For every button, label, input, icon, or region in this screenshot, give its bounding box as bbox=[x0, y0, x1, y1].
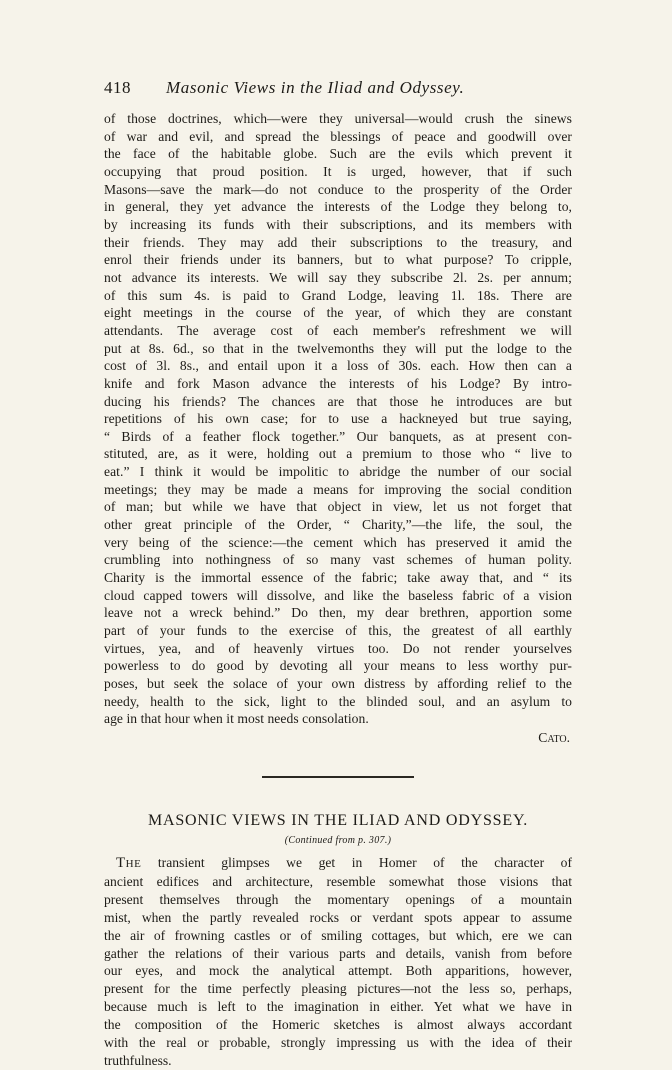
text-line: age in that hour when it most needs consolation. bbox=[104, 711, 369, 727]
text-line: eight meetings in the course of the year, of which they are constant bbox=[104, 305, 572, 321]
text-line: cloud capped towers will dissolve, and like the baseless fabric of a vision bbox=[104, 587, 572, 603]
text-line: of this sum 4s. is paid to Grand Lodge, leaving 1l. 18s. There are bbox=[104, 287, 572, 303]
text-line: powerless to do good by devoting all your means to less worthy pur- bbox=[104, 658, 572, 674]
text-line: “ Birds of a feather flock together.” Our banquets, as at present con- bbox=[104, 428, 572, 444]
text-line: stituted, are, as it were, holding out a premium to those who “ live to bbox=[104, 446, 572, 462]
text-line: Charity is the immortal essence of the fabric; take away that, and “ its bbox=[104, 570, 572, 586]
text-line: in general, they yet advance the interests of the Lodge they belong to, bbox=[104, 199, 572, 215]
text-line: cost of 3l. 8s., and entail upon it a loss of 30s. each. How then can a bbox=[104, 358, 572, 374]
book-page bbox=[104, 78, 572, 1070]
text-line: not advance its interests. We will say they subscribe 2l. 2s. per annum; bbox=[104, 269, 572, 285]
text-line: eat.” I think it would be impolitic to abridge the number of our social bbox=[104, 464, 572, 480]
page-number: 418 bbox=[104, 78, 131, 97]
text-line: very being of the science:—the cement which has preserved it amid the bbox=[104, 534, 572, 550]
text-line: by increasing its funds with their subscriptions, and its members with bbox=[104, 216, 572, 232]
text-line: present themselves through the momentary openings of a mountain bbox=[104, 891, 572, 907]
previous-article-text bbox=[104, 110, 572, 728]
text-line: needy, health to the sick, light to the blinded soul, and an asylum to bbox=[104, 693, 572, 709]
text-line: crumbling into nothingness of so many vast schemes of human polity. bbox=[104, 552, 572, 568]
section-divider bbox=[262, 776, 414, 778]
text-line: present for the time perfectly pleasing pictures—not the less so, perhaps, bbox=[104, 981, 572, 997]
text-line: repetitions of his own case; for to use a hackneyed but true saying, bbox=[104, 411, 572, 427]
text-line: enrol their friends under its banners, but to what purpose? To cripple, bbox=[104, 252, 572, 268]
text-line: our eyes, and mock the analytical attempt. Both apparitions, however, bbox=[104, 963, 572, 979]
text-line: virtues, yea, and of heavenly virtues too. Do not render yourselves bbox=[104, 640, 572, 656]
text-line: part of your funds to the exercise of this, the greatest of all earthly bbox=[104, 623, 572, 639]
article-text bbox=[104, 854, 572, 1070]
running-title: Masonic Views in the Iliad and Odyssey. bbox=[166, 78, 465, 97]
text-line: gather the relations of their various parts and details, vanish from before bbox=[104, 945, 572, 961]
text-line: poses, but seek the solace of your own distress by affording relief to the bbox=[104, 676, 572, 691]
first-line-text: transient glimpses we get in Homer of the character of bbox=[141, 854, 572, 870]
text-line: the composition of the Homeric sketches is almost always accordant bbox=[104, 1017, 572, 1033]
text-line: other great principle of the Order, “ Charity,”—the life, the soul, the bbox=[104, 517, 572, 533]
text-line: of man; but while we have that object in view, let us not forget that bbox=[104, 499, 572, 515]
text-line: Masons—save the mark—do not conduce to the prosperity of the Order bbox=[104, 181, 572, 197]
text-line: mist, when the partly revealed rocks or verdant spots appear to assume bbox=[104, 909, 572, 925]
page-header bbox=[104, 78, 572, 104]
text-line: of those doctrines, which—were they universal—would crush the sinews bbox=[104, 111, 572, 126]
opening-word: The bbox=[116, 854, 142, 871]
continued-note: (Continued from p. 307.) bbox=[284, 834, 392, 846]
text-line: ducing his friends? The chances are that those he introduces are but bbox=[104, 393, 572, 409]
text-line: ancient edifices and architecture, resemble somewhat those visions that bbox=[104, 873, 572, 889]
text-line: their friends. They may add their subscriptions to the treasury, and bbox=[104, 234, 572, 250]
text-line: truthfulness. bbox=[104, 1052, 172, 1068]
text-line bbox=[104, 854, 572, 873]
text-line: the air of frowning castles or of smiling cottages, but which, ere we can bbox=[104, 927, 572, 943]
text-line: attendants. The average cost of each member's refreshment we will bbox=[104, 322, 572, 338]
text-line: put at 8s. 6d., so that in the twelvemonths they will put the lodge to the bbox=[104, 340, 572, 356]
text-line: of war and evil, and spread the blessings of peace and goodwill over bbox=[104, 128, 572, 144]
text-line: meetings; they may be made a means for improving the social condition bbox=[104, 481, 572, 497]
article-title: MASONIC VIEWS IN THE ILIAD AND ODYSSEY. bbox=[147, 811, 529, 829]
text-line: with the real or probable, strongly impressing us with the idea of their bbox=[104, 1035, 572, 1051]
text-line: the face of the habitable globe. Such are the evils which prevent it bbox=[104, 146, 572, 162]
text-line: leave not a wreck behind.” Do then, my dear brethren, apportion some bbox=[104, 605, 572, 621]
text-line: occupying that proud position. It is urged, however, that if such bbox=[104, 163, 572, 179]
author-signature: Cato. bbox=[538, 729, 570, 745]
text-line: knife and fork Mason advance the interests of his Lodge? By intro- bbox=[104, 375, 572, 391]
text-line: because much is left to the imagination in either. Yet what we have in bbox=[104, 999, 572, 1015]
